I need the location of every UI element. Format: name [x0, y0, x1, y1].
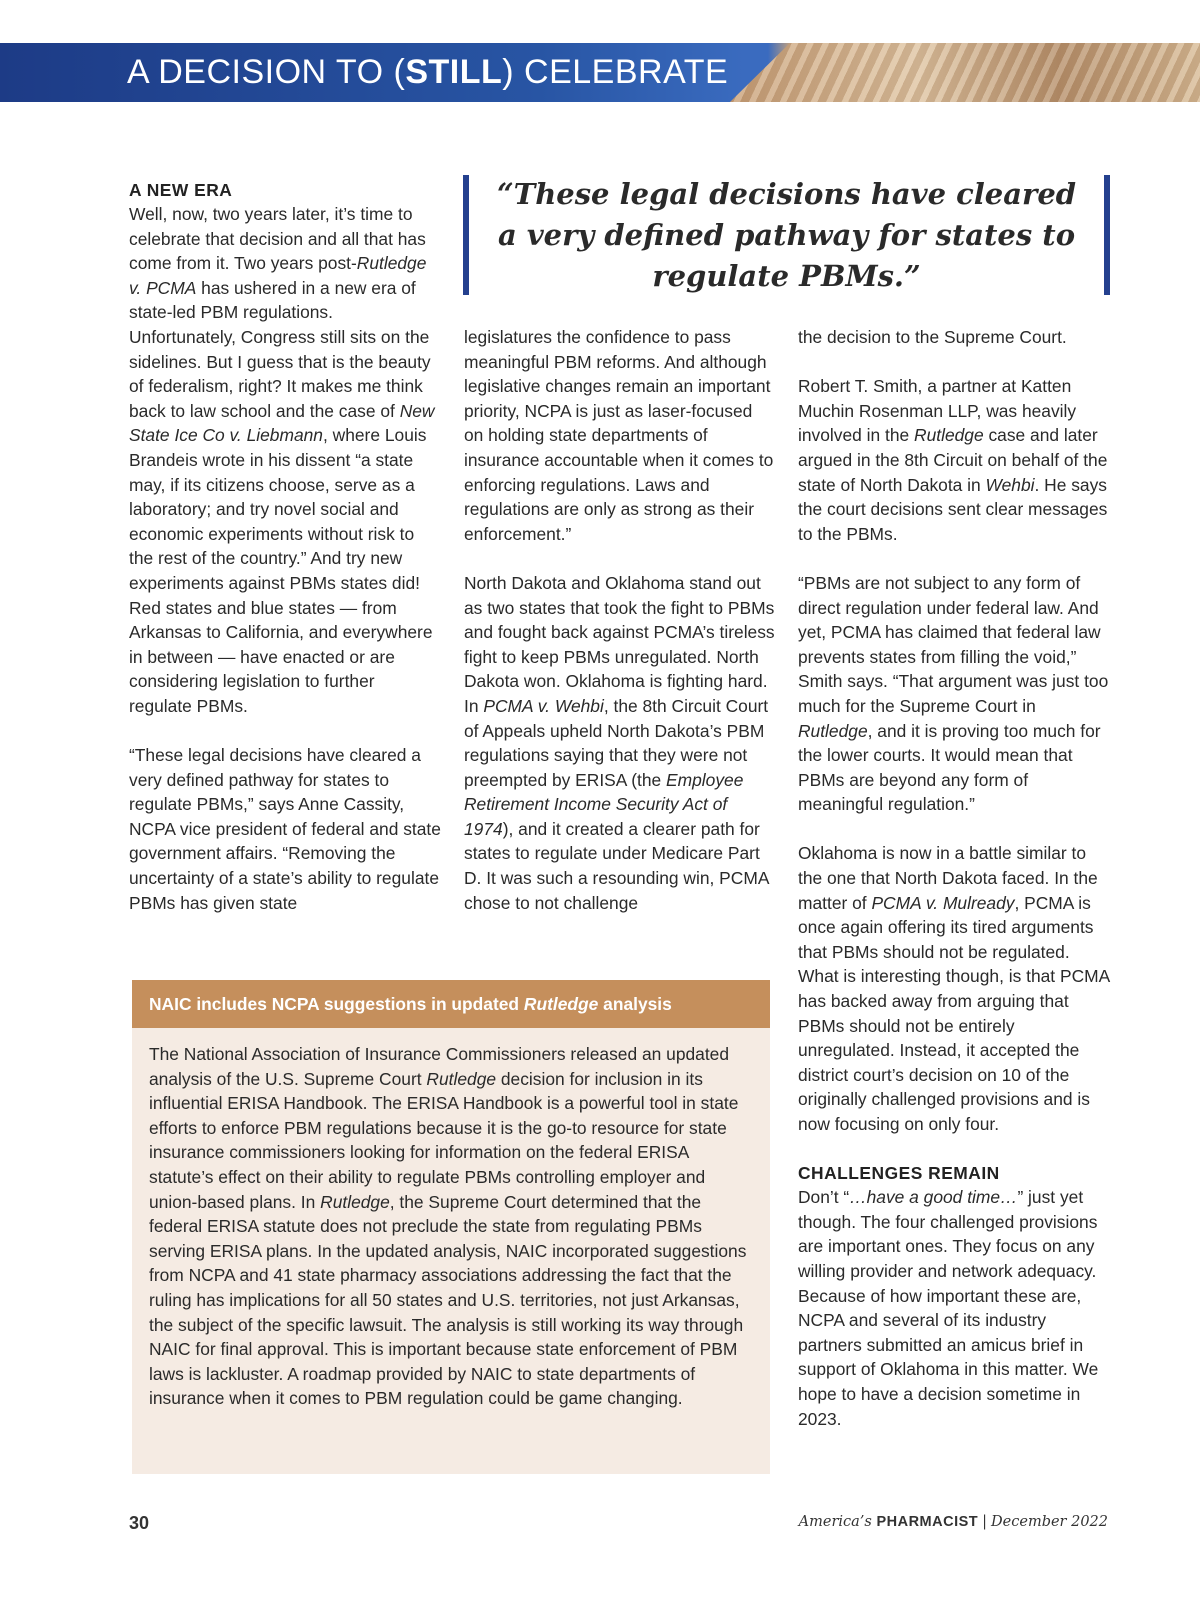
italic-run: Rutledge: [320, 1191, 390, 1212]
italic-run: Rutledge: [914, 425, 984, 446]
italic-run: PCMA v. Wehbi: [483, 695, 604, 716]
sidebar-box: [132, 980, 770, 1474]
text-run: case and later argued in the 8th Circuit on behalf of the state of North Dakota in: [798, 425, 1108, 495]
text-run: Well, now, two years later, it’s time to celebrate that decision and all that has come from it. Two years post-: [129, 204, 426, 274]
italic-run: Employee Retirement Income Security Act of 1974: [464, 769, 744, 839]
text-run: ” just yet though. The four challenged provisions are important ones. They focus on any willing provider and network adequacy. Because of how important these are, NCPA and several of its industry partners submitted an amicus brief in support of Oklahoma in this matter. We hope to have a decision sometime in 2023.: [798, 1187, 1099, 1429]
paragraph: legislatures the confidence to pass meaningful PBM reforms. And although legislative changes remain an important priority, NCPA is just as laser-focused on holding state departments of insurance accountable when it comes to enforcing regulations. Laws and regulations are only as strong as their enforcement.”: [464, 327, 774, 544]
paragraph: “These legal decisions have cleared a very defined pathway for states to regulate PBMs,” says Anne Cassity, NCPA vice president of federal and state government affairs. “Removing the uncertainty of a state’s ability to regulate PBMs has given state: [129, 745, 441, 913]
magazine-brand: PHARMACIST: [876, 1514, 979, 1530]
text-run: , PCMA is once again offering its tired arguments that PBMs should not be regulated. What is interesting though, is that PCMA has backed away from arguing that PBMs should not be entirely unregulated. Instead, it accepted the district court’s decision on 10 of the originally challenged provisions and is now focusing on only four.: [798, 892, 1110, 1134]
sidebar-title: [132, 980, 770, 1028]
title-post: ) CELEBRATE: [502, 53, 729, 91]
text-run: , and it is proving too much for the lower courts. It would mean that PBMs are beyond any form of meaningful regulation.”: [798, 720, 1101, 815]
text-run: , where Louis Brandeis wrote in his dissent “a state may, if its citizens choose, serve as a laboratory; and try novel social and economic experiments without risk to the rest of the country.” And try new experiments against PBMs states did! Red states and blue states — from Arkansas to California, and everywhere in between — have enacted or are considering legislation to further regulate PBMs.: [129, 425, 433, 716]
title-bold: STILL: [405, 53, 503, 91]
text-run: Oklahoma is now in a battle similar to the one that North Dakota faced. In the matter of: [798, 843, 1098, 913]
section-heading-challenges-remain: CHALLENGES REMAIN: [798, 1163, 1000, 1184]
title-pre: A DECISION TO (: [127, 53, 406, 91]
column-2: [464, 325, 776, 915]
paragraph: [798, 571, 1110, 817]
pull-quote: “These legal decisions have cleared a very defined pathway for states to regulate PBMs.”: [463, 175, 1110, 295]
text-run: “PBMs are not subject to any form of direct regulation under federal law. And yet, PCMA has claimed that federal law prevents states from filling the void,” Smith says. “That argument was just too much for the Supreme Court in: [798, 572, 1109, 716]
sidebar-body: [132, 1028, 770, 1411]
italic-run: Rutledge: [798, 720, 868, 741]
italic-run: Rutledge: [523, 994, 599, 1014]
text-run: decision for inclusion in its influential ERISA Handbook. The ERISA Handbook is a powerful tool in state efforts to enforce PBM regulations because it is the go-to resource for state insurance commissioners looking for information on the federal ERISA statute’s effect on their ability to regulate PBMs controlling employer and union-based plans. In: [149, 1068, 739, 1212]
paragraph: [798, 374, 1110, 546]
column-1: [129, 178, 441, 915]
text-run: North Dakota and Oklahoma stand out as two states that took the fight to PBMs and fought back against PCMA’s tireless fight to keep PBMs unregulated. North Dakota won. Oklahoma is fighting hard. In: [464, 572, 775, 716]
text-run: , the 8th Circuit Court of Appeals upheld North Dakota’s PBM regulations saying that they were not preempted by ERISA (the: [464, 695, 769, 790]
paragraph: the decision to the Supreme Court.: [798, 327, 1067, 347]
issue-date: December 2022: [991, 1514, 1108, 1530]
text-run: , the Supreme Court determined that the federal ERISA statute does not preclude the state from regulating PBMs serving ERISA plans. In the updated analysis, NAIC incorporated suggestions from NCPA and 41 state pharmacy associations addressing the fact that the ruling has implications for all 50 states and U.S. territories, not just Arkansas, the subject of the specific lawsuit. The analysis is still working its way through NAIC for final approval. This is important because state enforcement of PBM laws is lackluster. A roadmap provided by NAIC to state departments of insurance when it comes to PBM regulation could be game changing.: [149, 1191, 747, 1409]
page-number: 30: [129, 1513, 150, 1533]
paragraph: [129, 202, 441, 718]
italic-run: …have a good time…: [849, 1187, 1018, 1208]
text-run: analysis: [598, 994, 672, 1014]
paragraph: [798, 841, 1110, 1136]
banner-architecture-image: [730, 43, 1200, 102]
magazine-credit: [799, 1514, 1108, 1530]
magazine-name-prefix: America’s: [798, 1514, 872, 1530]
text-run: NAIC includes NCPA suggestions in updated: [149, 994, 524, 1014]
italic-run: Rutledge: [426, 1068, 497, 1089]
header-banner: [0, 43, 1200, 102]
italic-run: PCMA v. Mulready: [871, 892, 1015, 913]
text-run: Don’t “: [798, 1187, 850, 1208]
paragraph: [798, 1185, 1110, 1431]
italic-run: Rutledge v. PCMA: [129, 253, 427, 298]
article-title: [127, 49, 728, 95]
italic-run: Wehbi: [985, 474, 1035, 495]
text-run: The National Association of Insurance Commissioners released an updated analysis of the U.S. Supreme Court: [149, 1044, 730, 1089]
text-run: . He says the court decisions sent clear messages to the PBMs.: [798, 474, 1108, 544]
column-3: [798, 325, 1110, 1431]
text-run: has ushered in a new era of state-led PBM regulations. Unfortunately, Congress still sits on the sidelines. But I guess that is the beauty of federalism, right? It makes me think back to law school and the case of: [129, 277, 431, 421]
text-run: ), and it created a clearer path for states to regulate under Medicare Part D. It was such a resounding win, PCMA chose to not challenge: [464, 818, 769, 913]
paragraph: [464, 571, 776, 915]
text-run: Robert T. Smith, a partner at Katten Muchin Rosenman LLP, was heavily involved in the: [798, 376, 1077, 446]
section-heading-new-era: A NEW ERA: [129, 180, 233, 200]
italic-run: New State Ice Co v. Liebmann: [129, 400, 435, 446]
separator: |: [982, 1514, 988, 1530]
